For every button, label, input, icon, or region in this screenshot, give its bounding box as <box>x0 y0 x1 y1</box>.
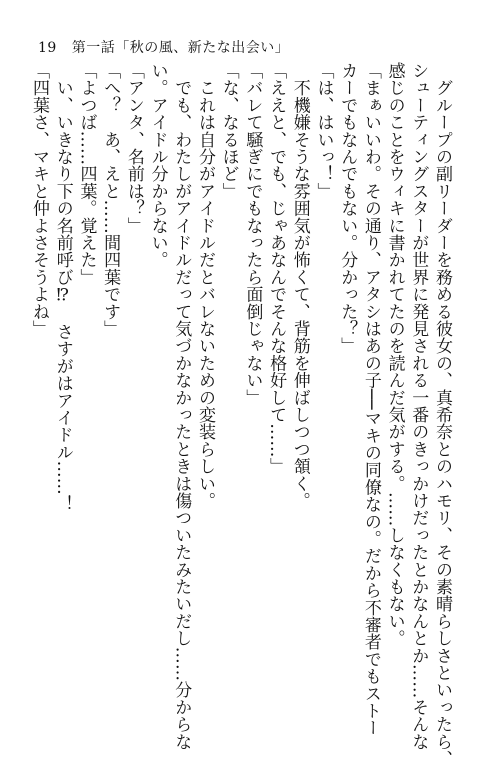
running-header <box>38 37 289 57</box>
text-column: 「アンタ、名前は？」 <box>123 62 144 234</box>
text-column: でも、わたしがアイドルだって気づかなかったときは傷ついたみたいだし……分からな <box>171 62 192 750</box>
text-column: 「へ？ あ、えと……間四葉です」 <box>100 62 121 338</box>
text-column: 「ええと、でも、じゃあなんでそんな格好して……」 <box>266 62 287 475</box>
text-column: 「バレて騒ぎにでもなったら面倒じゃない」 <box>242 62 263 406</box>
text-column: 不機嫌そうな雰囲気が怖くて、背筋を伸ばしつつ頷く。 <box>289 62 310 510</box>
body-text <box>29 62 453 767</box>
text-column: グループの副リーダーを務める彼女の、真希奈とのハモリ、その素晴らしさといったら、 <box>432 62 452 767</box>
text-column: い。アイドル分からない。 <box>147 62 168 269</box>
text-column: シューティングスターが世界に発見される一番のきっかけだったとかなんとか……そんな <box>408 62 429 750</box>
text-column: 「な、なるほど」 <box>218 62 239 200</box>
text-column: 「よつば……四葉。覚えた」 <box>76 62 97 286</box>
page-number: 19 <box>38 40 57 56</box>
text-column: 「まぁいいわ。その通り、アタシはあの子──マキの同僚なの。だから不審者でもストー <box>360 62 381 737</box>
text-column: 感じのことをウィキに書かれてたのを読んだ気がする。……しなくもない。 <box>384 62 405 647</box>
text-column: これは自分がアイドルだとバレないための変装らしい。 <box>194 62 215 510</box>
text-column: い、いきなり下の名前呼び⁉ さすがはアイドル……！ <box>52 62 73 513</box>
chapter-title: 第一話「秋の風、新たな出会い」 <box>71 40 290 56</box>
text-column: 「は、はいっ！」 <box>313 62 334 200</box>
text-column: 「四葉さ、マキと仲よさそうよね」 <box>29 62 50 338</box>
text-column: カーでもなんでもない。分かった？」 <box>337 62 358 355</box>
